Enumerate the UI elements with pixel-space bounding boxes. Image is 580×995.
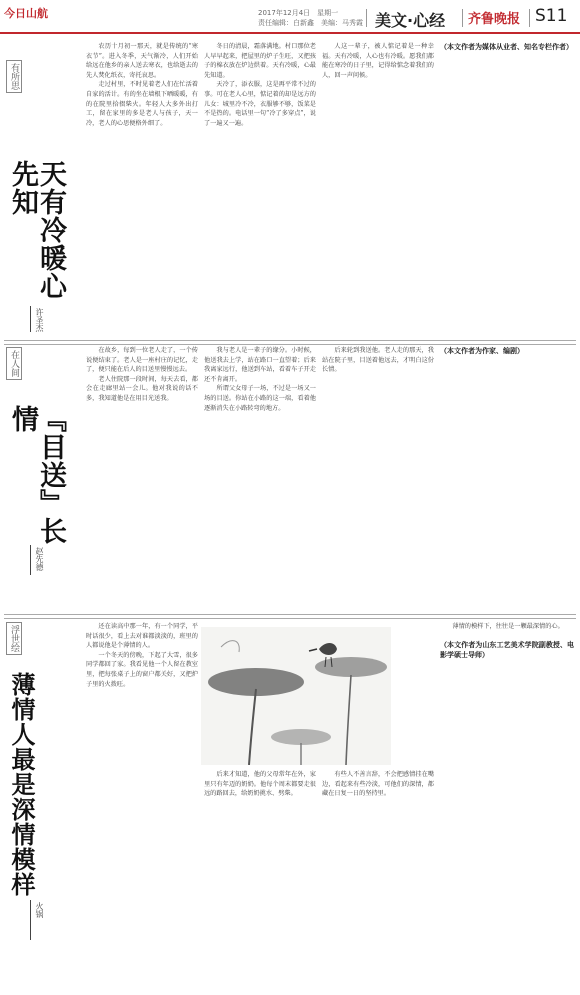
story-2-col-1 (86, 346, 198, 608)
story-1-col-3 (322, 42, 434, 335)
story-2-col-3 (322, 346, 434, 608)
photo-illustration (201, 627, 391, 765)
page-header (0, 0, 580, 40)
story-1-col-1 (86, 42, 198, 335)
paragraph: 我与老人是一辈子的缘分。小时候，他送我去上学，站在路口一直望着；后来我离家远行，他送到车站，看着车子开走还不肯离开。 (204, 347, 316, 383)
column-tag: 浮世绘 (6, 622, 22, 655)
story-author: 许圣杰 (35, 308, 44, 332)
author-rule (30, 900, 31, 940)
story-2-side (0, 345, 66, 610)
paragraph: 一个冬天的傍晚，下起了大雪，很多同学都回了家。我看见他一个人留在教室里，把每张桌子上的窗户都关好，又把炉子里的火拨旺。 (86, 651, 198, 688)
header-separator (529, 9, 530, 27)
story-3-col-1 (86, 622, 198, 988)
paragraph: 还在读高中那一年，有一个同学，平时话很少，看上去对谁都淡淡的，班里的人都说他是个薄情的人。 (86, 623, 198, 650)
paragraph: 人这一辈子，被人惦记着是一种幸福。天有冷暖，人心也有冷暖。愿我们都能在寒冷的日子里，记得给惦念着我们的人，回一声问候。 (322, 43, 434, 79)
author-note: （本文作者为作家、编剧） (440, 347, 524, 355)
lotus-kingfisher-photo-icon (201, 627, 391, 765)
story-3-col-3 (322, 770, 434, 988)
story-1-col-2 (204, 42, 316, 335)
header-separator (462, 9, 463, 27)
story-1-col-4 (440, 42, 574, 335)
column-tag: 有所思 (6, 60, 22, 93)
story-divider (4, 614, 576, 619)
paragraph: 所谓父女母子一场，不过是一场又一场的目送。你站在小路的这一端，看着他逐渐消失在小路转弯的地方。 (204, 385, 316, 412)
paragraph: 后来才知道，他的父母常年在外，家里只有年迈的奶奶。他每个周末都要走很远的路回去，给奶奶挑水、劈柴。 (204, 771, 316, 798)
paragraph: 天冷了，添衣服，这是再平常不过的事。可在老人心里，惦记着的却是远方的儿女：城里冷不冷，衣服够不够，饭菜是不是热的。电话里一句“冷了多穿点”，说了一遍又一遍。 (204, 81, 316, 127)
today-tag: 今日山航 (4, 7, 48, 20)
issue-date: 2017年12月4日 星期一 (258, 9, 339, 17)
story-3-side (0, 620, 46, 990)
story-author: 赵先德 (35, 547, 44, 571)
author-note: （本文作者为山东工艺美术学院副教授、电影学硕士导师） (440, 640, 574, 659)
story-divider (4, 340, 576, 345)
story-2-col-2 (204, 346, 316, 608)
story-title: 薄情人最是深情模样 (7, 672, 36, 897)
paragraph: 老人住院那一段时间，每天去看，都会在走廊里站一会儿。他对我说的话不多，我知道他是在用目光送我。 (86, 375, 198, 402)
header-rule (0, 32, 580, 34)
story-1-side (0, 40, 66, 340)
story-author: 火锅 (35, 902, 44, 918)
editors-line: 责任编辑：白新鑫 美编：马秀霞 (258, 19, 363, 27)
page-number: S11 (535, 6, 568, 26)
story-3-col-4 (440, 622, 574, 988)
paragraph: 走过村里，不时见着老人们在忙活着自家的活计。有的坐在墙根下晒暖暖，有的在院里拾掇柴火。年轻人大多外出打工，留在家里的多是老人与孩子，天一冷，老人的心思便格外细了。 (86, 81, 198, 127)
author-note: （本文作者为媒体从业者、知名专栏作者） (440, 43, 573, 51)
paragraph: 有些人不善言辞，不会把感情挂在嘴边，看起来有些冷淡，可他们的深情，都藏在日复一日的坚持里。 (322, 771, 434, 798)
column-tag: 在人间 (6, 347, 22, 380)
paragraph: 农历十月初一那天，就是传统的“寒衣节”。进入冬季，天气渐冷，人们开始给远在他乡的亲人送去寒衣，也给逝去的先人焚化纸衣，寄托哀思。 (86, 43, 198, 79)
story-2-col-4 (440, 346, 574, 608)
author-rule (30, 545, 31, 575)
story-3-col-2 (204, 770, 316, 988)
paragraph: 后来轮到我送他。老人走的那天，我站在院子里，目送着他远去，才明白这份长情。 (322, 347, 434, 374)
paragraph: 在故乡，每到一位老人走了，一个传说便结束了。老人是一座村庄的记忆，走了，便只能在后人的目送里慢慢远去。 (86, 347, 198, 374)
paper-logo: 齐鲁晚报 (468, 12, 521, 27)
section-title: 美文·心经 (375, 11, 446, 30)
story-title: 天有冷暖心先知 (7, 160, 66, 300)
paragraph: 薄情的模样下，往往是一颗最深情的心。 (452, 623, 564, 630)
header-separator (366, 9, 367, 27)
paragraph: 冬日的清晨，霜落满地。村口那位老人早早起来，把屋里的炉子生旺，又把孩子的棉衣放在炉边烘着。天有冷暖，心最先知道。 (204, 43, 316, 79)
story-title: 『目送』长情 (7, 405, 66, 545)
author-rule (30, 306, 31, 332)
